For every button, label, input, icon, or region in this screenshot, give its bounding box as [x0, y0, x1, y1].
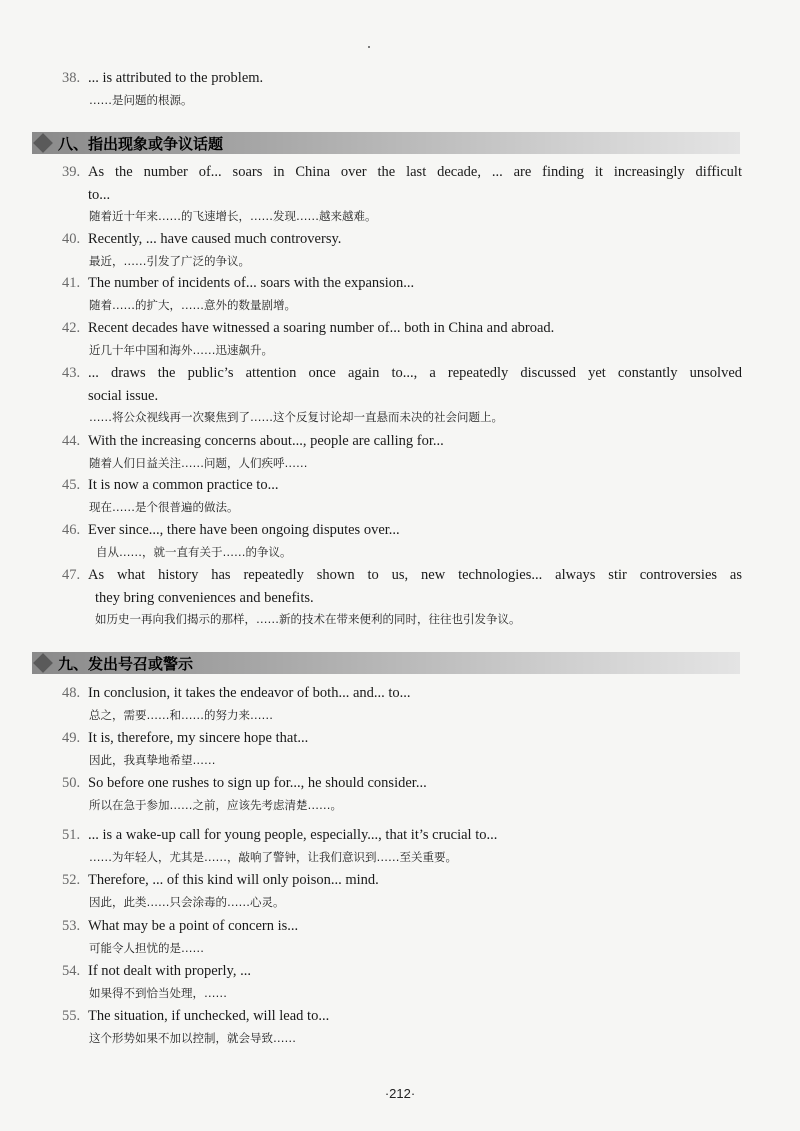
chinese-translation: 这个形势如果不加以控制，就会导致……	[89, 1031, 296, 1045]
entry-number: 46.	[62, 522, 81, 538]
entry-number: 49.	[62, 730, 81, 746]
phrase-entry-40	[62, 228, 742, 271]
entry-number: 47.	[62, 567, 81, 583]
section-header-9	[32, 652, 740, 674]
phrase-entry-52	[62, 869, 742, 912]
chinese-translation: 如果得不到恰当处理，……	[89, 986, 227, 1000]
english-phrase-continued: to...	[88, 187, 111, 203]
chinese-translation: ……为年轻人，尤其是……，敲响了警钟，让我们意识到……至关重要。	[89, 850, 457, 864]
diamond-bullet-icon	[33, 133, 53, 153]
english-phrase: So before one rushes to sign up for..., he should consider...	[88, 775, 427, 791]
phrase-entry-50	[62, 772, 742, 815]
english-phrase: In conclusion, it takes the endeavor of both... and... to...	[88, 685, 411, 701]
entry-number: 50.	[62, 775, 81, 791]
entry-number: 39.	[62, 164, 81, 180]
english-phrase: It is, therefore, my sincere hope that...	[88, 730, 309, 746]
english-phrase: It is now a common practice to...	[88, 477, 279, 493]
phrase-entry-51	[62, 824, 742, 867]
english-phrase: What may be a point of concern is...	[88, 918, 299, 934]
entry-number: 43.	[62, 365, 81, 381]
english-phrase-continued: social issue.	[88, 388, 159, 404]
chinese-translation: 所以在急于参加……之前，应该先考虑清楚……。	[89, 798, 342, 812]
chinese-translation: 随着……的扩大，……意外的数量剧增。	[89, 298, 296, 312]
phrase-entry-55	[62, 1005, 742, 1048]
entry-number: 51.	[62, 827, 81, 843]
english-phrase: ... is a wake-up call for young people, especially..., that it’s crucial to...	[88, 827, 498, 843]
phrase-entry-54	[62, 960, 742, 1003]
scan-speck	[368, 46, 370, 48]
phrase-entry-46	[62, 519, 742, 562]
diamond-bullet-icon	[33, 653, 53, 673]
phrase-entry-39	[62, 161, 742, 226]
chinese-translation: ……将公众视线再一次聚焦到了……这个反复讨论却一直悬而未决的社会问题上。	[89, 410, 503, 424]
english-phrase: Recently, ... have caused much controversy.	[88, 231, 342, 247]
section-header-8	[32, 132, 740, 154]
entry-number: 48.	[62, 685, 81, 701]
phrase-entry-48	[62, 682, 742, 725]
english-phrase: ... draws the public’s attention once again to..., a repeatedly discussed yet constantly unsolved	[88, 365, 742, 381]
phrase-entry-49	[62, 727, 742, 770]
phrase-entry-47	[62, 564, 742, 629]
chinese-translation: 随着人们日益关注……问题，人们疾呼……	[89, 456, 308, 470]
english-phrase: ... is attributed to the problem.	[88, 70, 264, 86]
entry-number: 53.	[62, 918, 81, 934]
phrase-entry-41	[62, 272, 742, 315]
english-phrase: Ever since..., there have been ongoing disputes over...	[88, 522, 400, 538]
english-phrase: As what history has repeatedly shown to us, new technologies... always stir controversies as	[88, 567, 742, 583]
chinese-translation: 因此，我真挚地希望……	[89, 753, 216, 767]
phrase-entry-38	[62, 67, 742, 110]
english-phrase: The situation, if unchecked, will lead to...	[88, 1008, 330, 1024]
chinese-translation: 因此，此类……只会涂毒的……心灵。	[89, 895, 285, 909]
entry-number: 52.	[62, 872, 81, 888]
phrase-entry-44	[62, 430, 742, 473]
english-phrase: With the increasing concerns about..., people are calling for...	[88, 433, 444, 449]
chinese-translation: 可能令人担忧的是……	[89, 941, 204, 955]
english-phrase-continued: they bring conveniences and benefits.	[95, 590, 314, 606]
entry-number: 40.	[62, 231, 81, 247]
chinese-translation: 总之，需要……和……的努力来……	[89, 708, 273, 722]
entry-number: 41.	[62, 275, 81, 291]
entry-number: 55.	[62, 1008, 81, 1024]
english-phrase: Recent decades have witnessed a soaring number of... both in China and abroad.	[88, 320, 555, 336]
entry-number: 38.	[62, 70, 81, 86]
english-phrase: If not dealt with properly, ...	[88, 963, 251, 979]
entry-number: 45.	[62, 477, 81, 493]
phrase-entry-53	[62, 915, 742, 958]
chinese-translation: 随着近十年来……的飞速增长，……发现……越来越难。	[89, 209, 377, 223]
chinese-translation: 自从……，就一直有关于……的争议。	[96, 545, 292, 559]
chinese-translation: 现在……是个很普遍的做法。	[89, 500, 239, 514]
english-phrase: Therefore, ... of this kind will only poison... mind.	[88, 872, 379, 888]
phrase-entry-45	[62, 474, 742, 517]
english-phrase: As the number of... soars in China over the last decade, ... are finding it increasingly difficult	[88, 164, 742, 180]
chinese-translation: 如历史一再向我们揭示的那样，……新的技术在带来便利的同时，往往也引发争议。	[95, 612, 521, 626]
chinese-translation: 最近，……引发了广泛的争议。	[89, 254, 250, 268]
phrase-entry-43	[62, 362, 742, 427]
page-number: ·212·	[384, 1086, 416, 1101]
section-title: 八、指出现象或争议话题	[58, 134, 224, 153]
chinese-translation: ……是问题的根源。	[89, 93, 193, 107]
english-phrase: The number of incidents of... soars with the expansion...	[88, 275, 415, 291]
chinese-translation: 近几十年中国和海外……迅速飙升。	[89, 343, 273, 357]
entry-number: 42.	[62, 320, 81, 336]
entry-number: 44.	[62, 433, 81, 449]
phrase-entry-42	[62, 317, 742, 360]
entry-number: 54.	[62, 963, 81, 979]
section-title: 九、发出号召或警示	[58, 654, 194, 673]
